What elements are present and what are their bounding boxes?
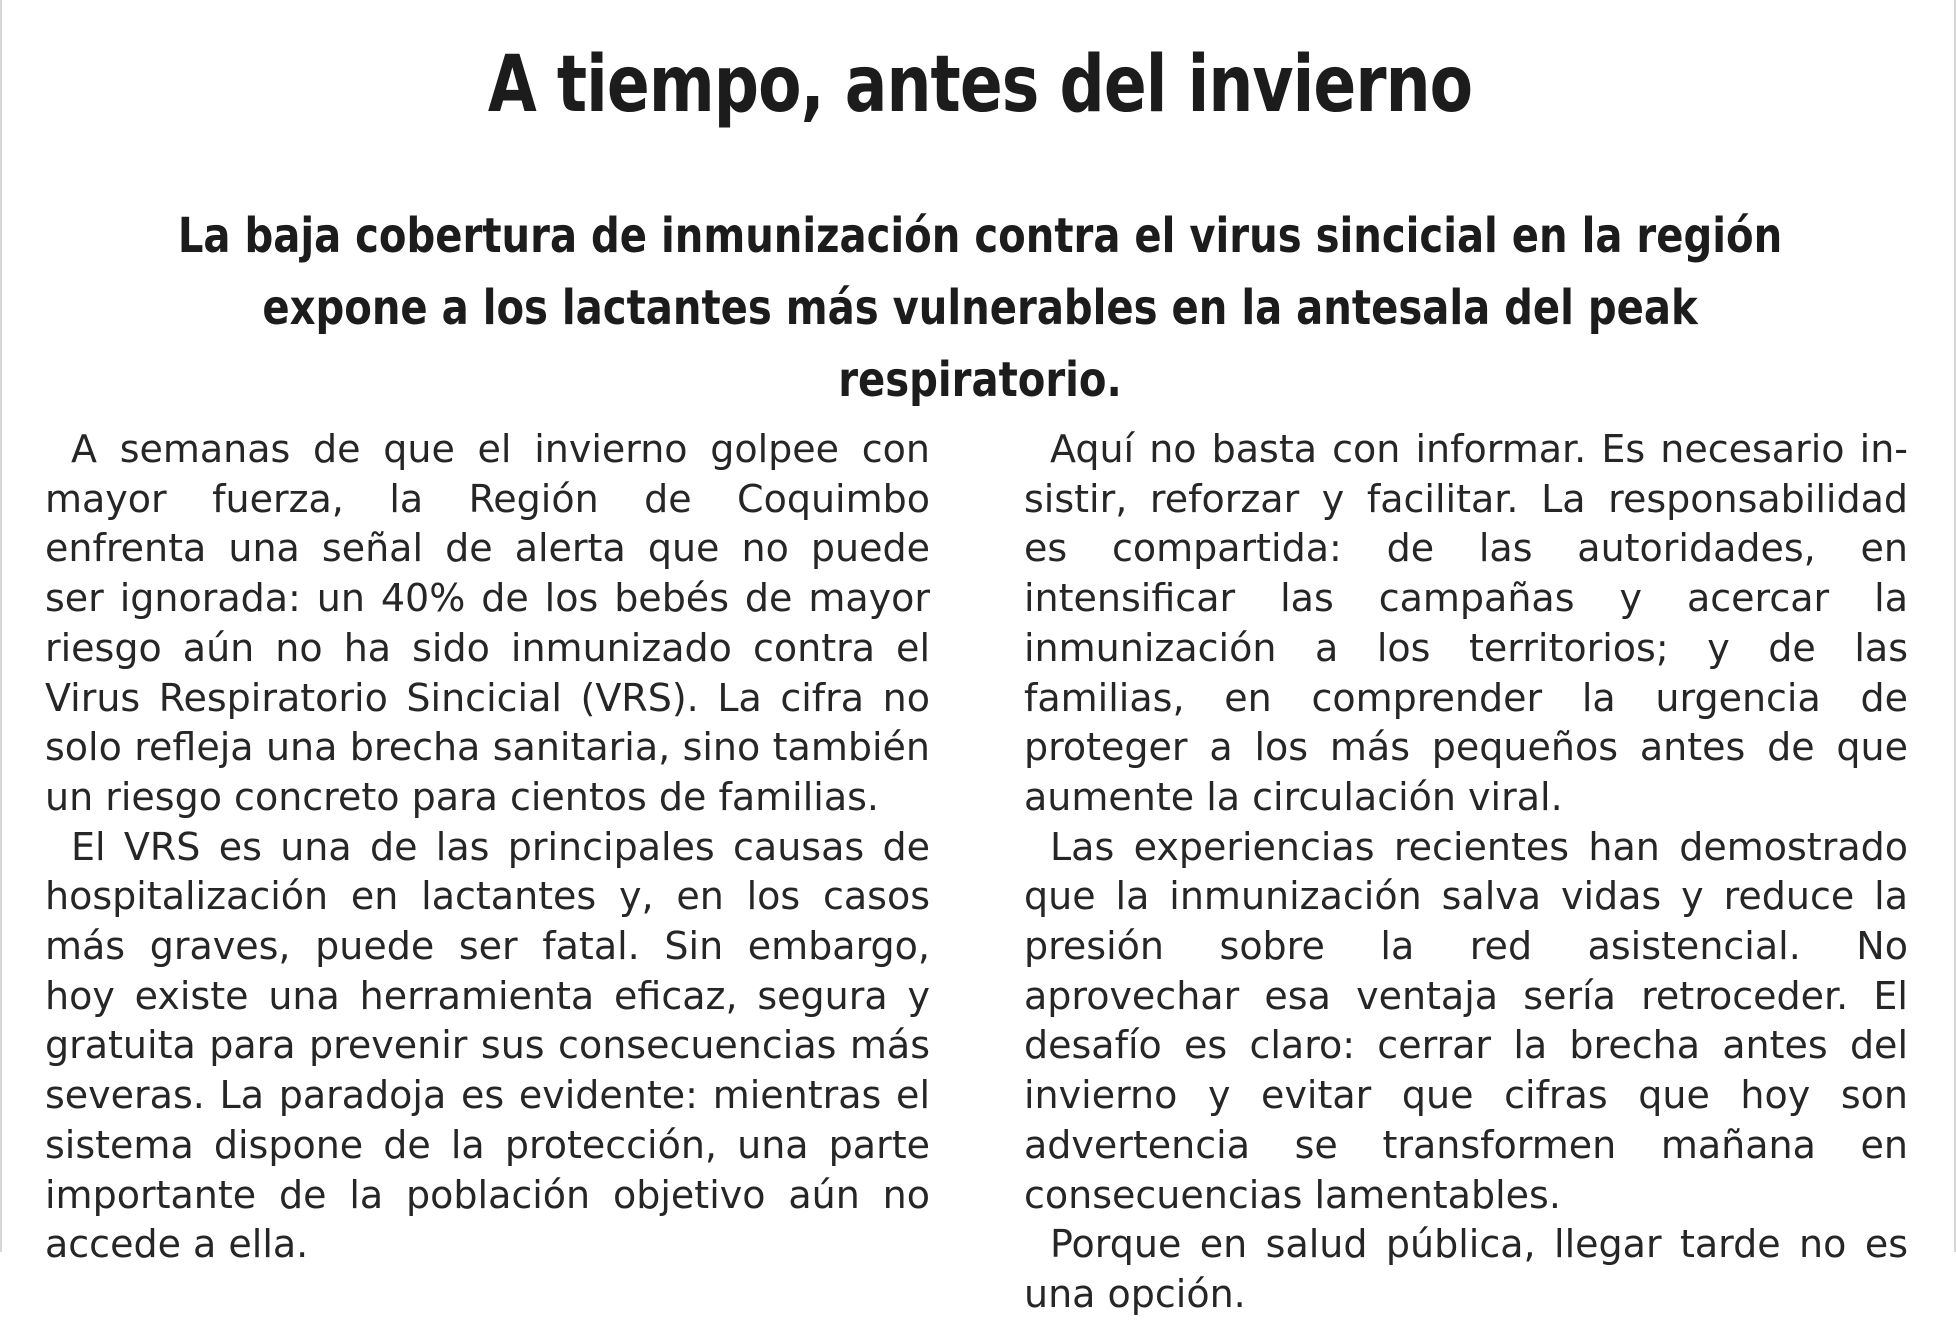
body-paragraph: Porque en salud pública, llegar tarde no es una opción. (1024, 1222, 1908, 1316)
article-column-left (45, 425, 930, 1270)
body-paragraph: Aquí no basta con informar. Es necesario insistir, reforzar y facilitar. La responsabilidad es compartida: de las autoridades, en intensificar las campañas y acercar la inmunización a los territorios; y de las familias, en comprender la urgencia de proteger a los más pequeños antes de que aumente la circulación viral. (1024, 427, 1908, 819)
body-paragraph: El VRS es una de las principales causas de hospitalización en lactantes y, en los casos más graves, puede ser fatal. Sin embargo, hoy existe una herramienta eficaz, segura y gratuita para prevenir sus consecuencias más severas. La paradoja es evidente: mientras el sistema dispone de la protección, una parte importante de la población objetivo aún no accede a ella. (45, 824, 930, 1267)
body-paragraph: Las experiencias recientes han demostrado que la inmunización salva vidas y reduce la presión sobre la red asistencial. No aprovechar esa ventaja sería retroceder. El desafío es claro: cerrar la brecha antes del invierno y evitar que cifras que hoy son advertencia se transformen mañana en consecuencias lamentables. (1024, 824, 1908, 1217)
article-column-right (1024, 425, 1908, 1320)
body-paragraph: A semanas de que el invierno golpee con mayor fuerza, la Región de Coquimbo enfrenta una señal de alerta que no puede ser ignorada: un 40% de los bebés de mayor riesgo aún no ha sido inmunizado contra el Virus Respiratorio Sincicial (VRS). La cifra no solo refleja una brecha sanitaria, sino también un riesgo concreto para cientos de familias. (45, 427, 930, 819)
article-subheadline: La baja cobertura de inmunización contra el virus sincicial en la región expone a los lactantes más vulnerables en la antesala del peak respiratorio. (177, 208, 1783, 408)
article-headline: A tiempo, antes del invierno (487, 40, 1473, 130)
